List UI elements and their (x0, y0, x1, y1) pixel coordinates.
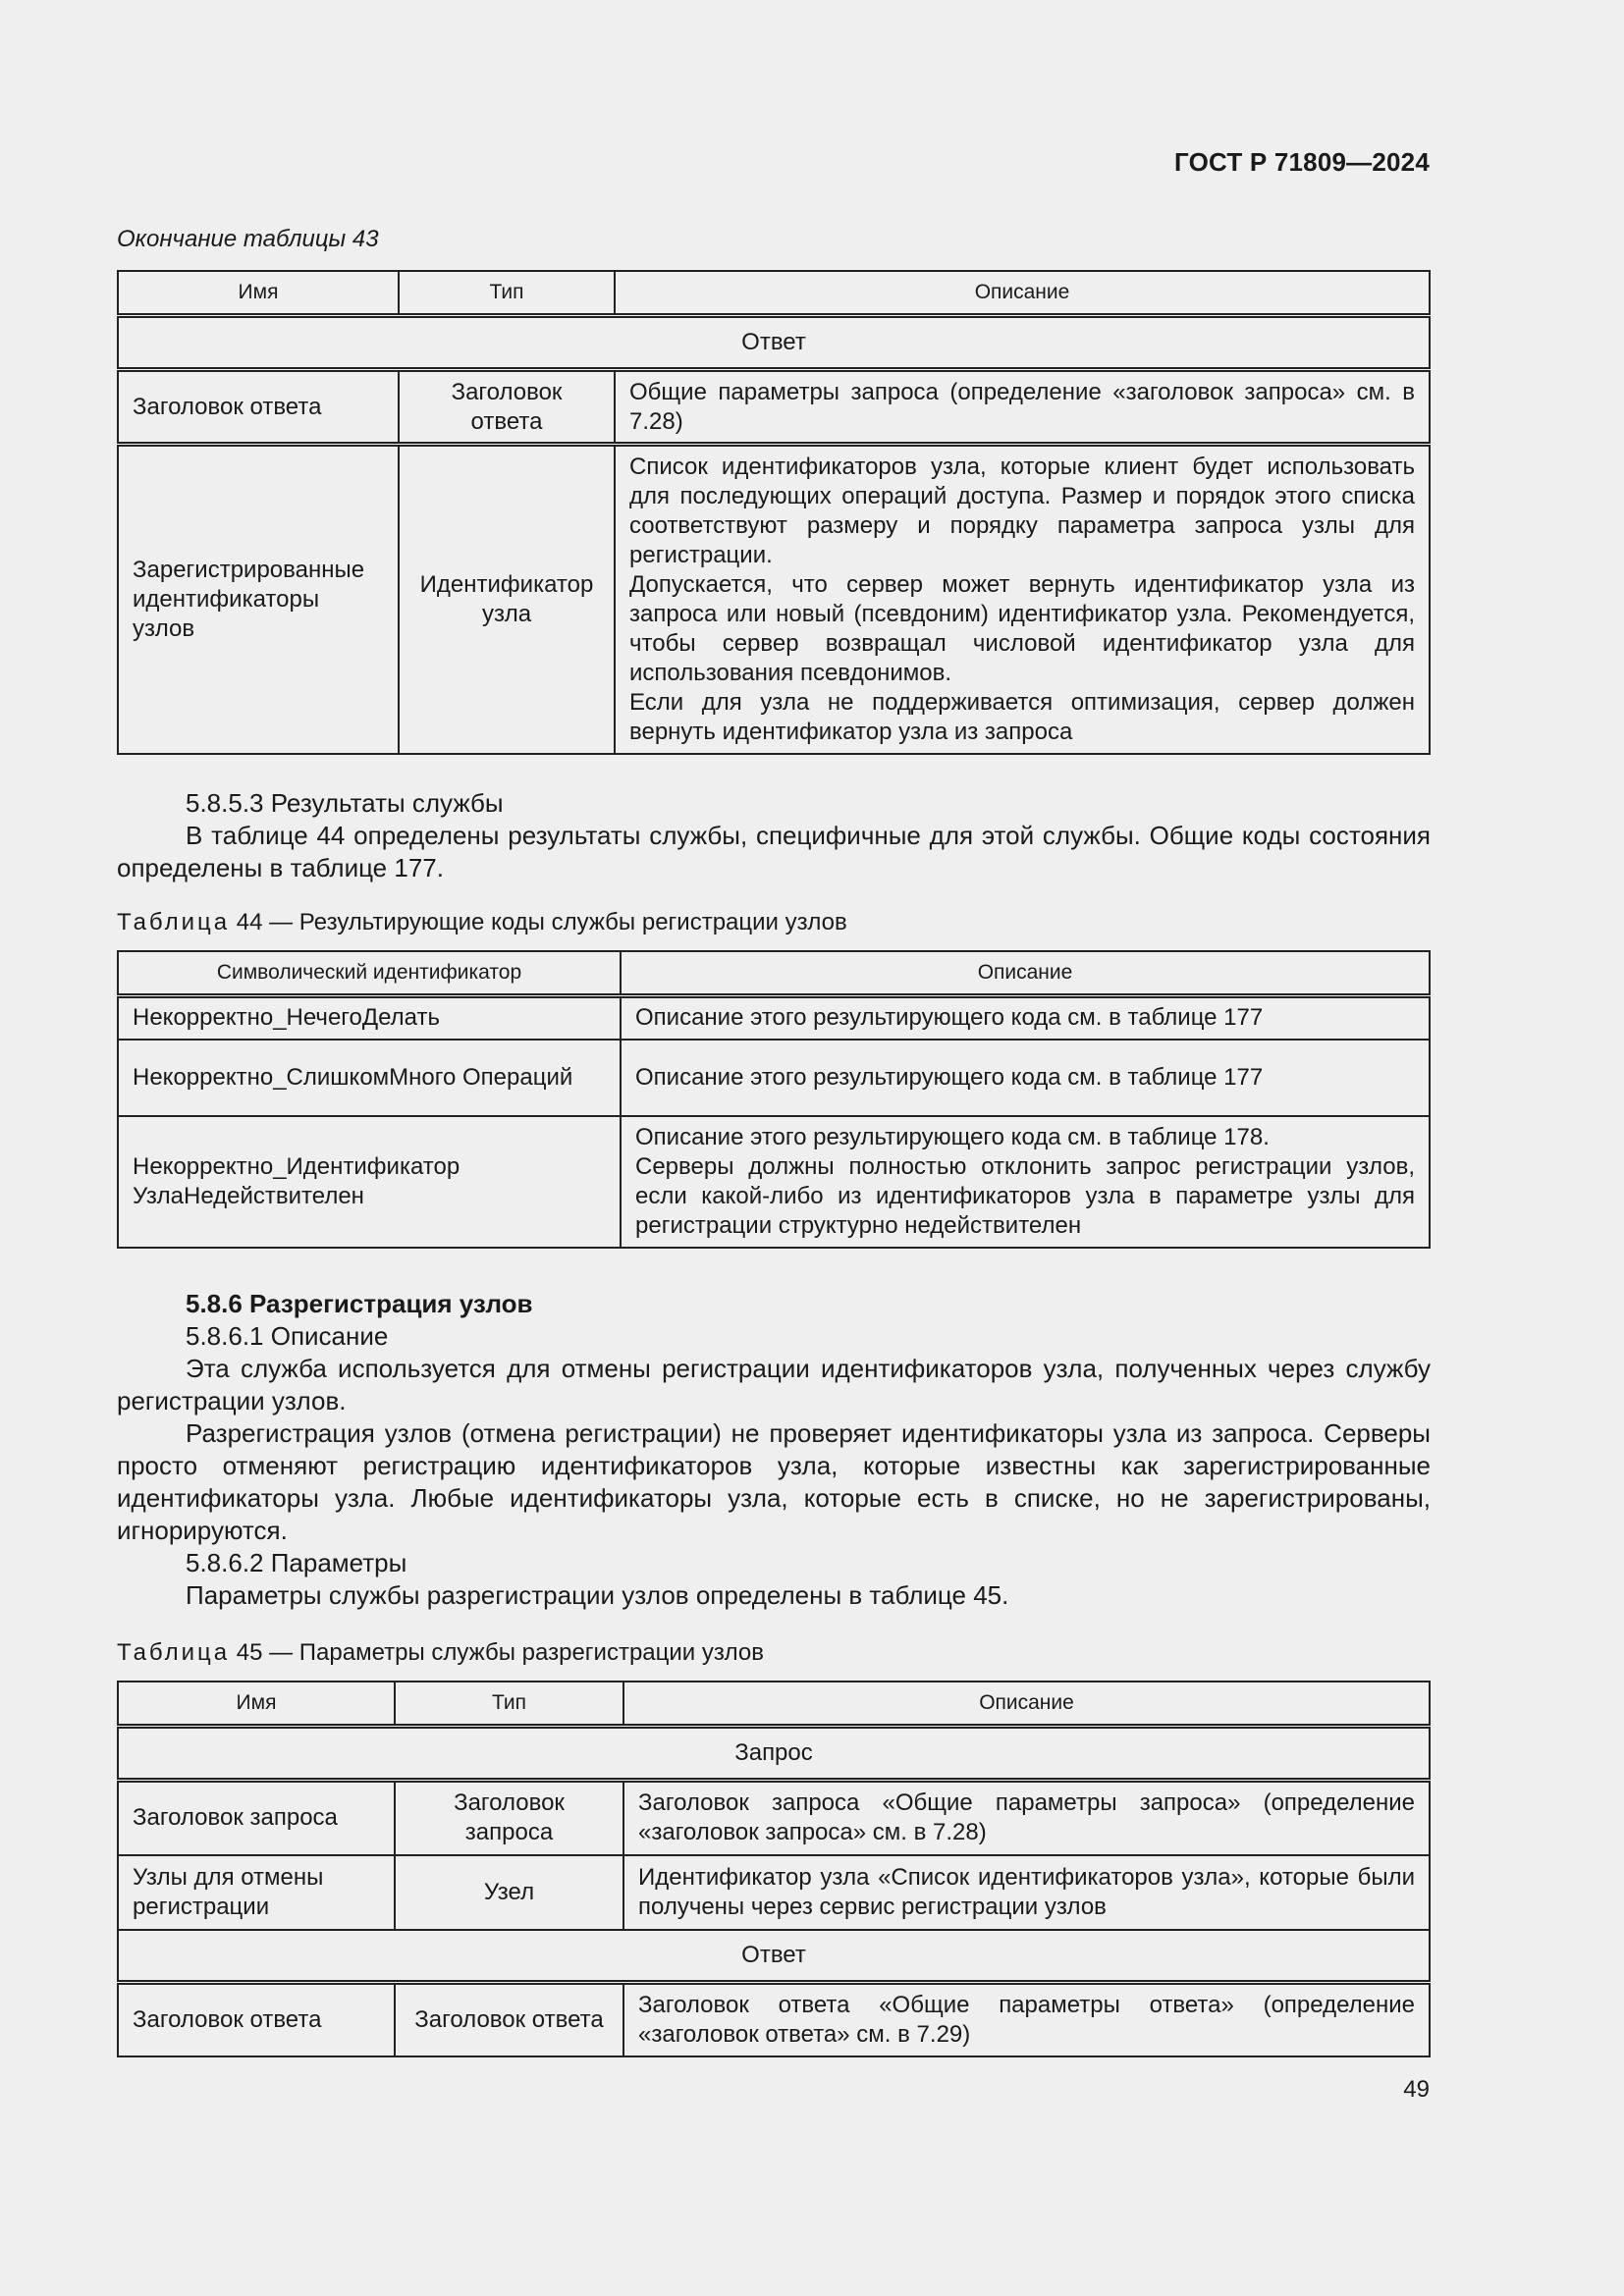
table45-section-response: Ответ (118, 1930, 1430, 1983)
table45-cell-name: Заголовок ответа (118, 1982, 395, 2056)
table44-desc-line: Серверы должны полностью отклонить запрос регистрации узлов, если какой-либо из идентификаторов узла в параметре узлы для регистрации структурно недействителен (635, 1152, 1415, 1239)
section-5853 (117, 787, 1431, 884)
table43-header-row (118, 271, 1430, 316)
table44-cell-desc (621, 1116, 1430, 1248)
table44-desc-line: Описание этого результирующего кода см. в таблице 178. (635, 1123, 1270, 1150)
table45-cell-name: Заголовок запроса (118, 1781, 395, 1855)
table-row (118, 1040, 1430, 1116)
table44-cell-desc: Описание этого результирующего кода см. в таблице 177 (621, 1040, 1430, 1116)
table45-cell-desc: Идентификатор узла «Список идентификаторов узла», которые были получены через сервис регистрации узлов (623, 1855, 1430, 1930)
table45-caption-rest: 45 — Параметры службы разрегистрации узлов (230, 1639, 764, 1666)
table45-caption-label: Таблица (117, 1639, 231, 1666)
table43-cell-desc (615, 445, 1430, 755)
section-5861-p1: Эта служба используется для отмены регистрации идентификаторов узла, полученных через службу регистрации узлов. (117, 1354, 1431, 1415)
table45-caption (117, 1639, 764, 1667)
table45 (117, 1681, 1431, 2057)
document-code: ГОСТ Р 71809—2024 (1174, 147, 1430, 177)
table45-header-name: Имя (118, 1682, 395, 1727)
table43-cell-name: Заголовок ответа (118, 370, 399, 445)
table43-cell-desc: Общие параметры запроса (определение «заголовок запроса» см. в 7.28) (615, 370, 1430, 445)
table-row (118, 1781, 1430, 1855)
section-5862-p3: Параметры службы разрегистрации узлов определены в таблице 45. (186, 1580, 1009, 1610)
table44-cell-desc: Описание этого результирующего кода см. в таблице 177 (621, 996, 1430, 1040)
table44-header-row (118, 951, 1430, 996)
table45-section-row (118, 1727, 1430, 1781)
table45-cell-desc: Заголовок ответа «Общие параметры ответа» (определение «заголовок ответа» см. в 7.29) (623, 1982, 1430, 2056)
table44-cell-id: Некорректно_НечегоДелать (118, 996, 621, 1040)
table-row (118, 1116, 1430, 1248)
table43-header-type: Тип (399, 271, 615, 316)
table43-header-name: Имя (118, 271, 399, 316)
section-5853-heading: 5.8.5.3 Результаты службы (186, 788, 504, 818)
table44-caption-label: Таблица (117, 909, 231, 935)
table43-desc-line: Если для узла не поддерживается оптимизация, сервер должен вернуть идентификатор узла из запроса (629, 689, 1415, 745)
table45-header-desc: Описание (623, 1682, 1430, 1727)
section-5861-heading: 5.8.6.1 Описание (186, 1321, 389, 1351)
page-number: 49 (1403, 2076, 1430, 2103)
table43-desc-line: Список идентификаторов узла, которые клиент будет использовать для последующих операций доступа. Размер и порядок этого списка соответствуют размеру и порядку параметра запроса узлы для регистрации. (629, 454, 1415, 568)
table43-cell-type: Идентификатор узла (399, 445, 615, 755)
section-586 (117, 1288, 1431, 1612)
table45-cell-desc: Заголовок запроса «Общие параметры запроса» (определение «заголовок запроса» см. в 7.28) (623, 1781, 1430, 1855)
table-row (118, 445, 1430, 755)
table45-cell-type: Заголовок запроса (395, 1781, 623, 1855)
table44-header-desc: Описание (621, 951, 1430, 996)
table43-section-response: Ответ (118, 316, 1430, 370)
table43-header-desc: Описание (615, 271, 1430, 316)
table-row (118, 370, 1430, 445)
table44-caption (117, 909, 847, 936)
table-row (118, 1982, 1430, 2056)
table44-caption-rest: 44 — Результирующие коды службы регистрации узлов (230, 909, 847, 935)
section-5861-p2: Разрегистрация узлов (отмена регистрации) не проверяет идентификаторы узла из запроса. Серверы просто отменяют регистрацию идентификаторов узла, которые известны как зарегистрированные идентификаторы узла. Любые идентификаторы узла, которые есть в списке, но не зарегистрированы, игнорируются. (117, 1418, 1431, 1545)
table45-header-row (118, 1682, 1430, 1727)
table45-cell-type: Узел (395, 1855, 623, 1930)
table43 (117, 270, 1431, 755)
section-5862-heading: 5.8.6.2 Параметры (186, 1548, 407, 1577)
table43-section-row (118, 316, 1430, 370)
table43-cell-name: Зарегистрированные идентификаторы узлов (118, 445, 399, 755)
table45-cell-type: Заголовок ответа (395, 1982, 623, 2056)
table44-header-id: Символический идентификатор (118, 951, 621, 996)
table45-section-row (118, 1930, 1430, 1983)
table44-cell-id: Некорректно_Идентификатор УзлаНедействителен (118, 1116, 621, 1248)
section-586-heading: 5.8.6 Разрегистрация узлов (186, 1289, 533, 1318)
table45-cell-name: Узлы для отмены регистрации (118, 1855, 395, 1930)
table43-desc-line: Допускается, что сервер может вернуть идентификатор узла из запроса или новый (псевдоним) идентификатор узла. Рекомендуется, чтобы сервер возвращал числовой идентификатор узла для использования псевдонимов. (629, 571, 1415, 686)
table45-header-type: Тип (395, 1682, 623, 1727)
table45-section-request: Запрос (118, 1727, 1430, 1781)
table43-caption: Окончание таблицы 43 (117, 226, 379, 252)
table44 (117, 950, 1431, 1249)
table44-cell-id: Некорректно_СлишкомМного Операций (118, 1040, 621, 1116)
table-row (118, 1855, 1430, 1930)
table43-cell-type: Заголовок ответа (399, 370, 615, 445)
table-row (118, 996, 1430, 1040)
section-5853-text: В таблице 44 определены результаты службы, специфичные для этой службы. Общие коды состояния определены в таблице 177. (117, 821, 1431, 882)
